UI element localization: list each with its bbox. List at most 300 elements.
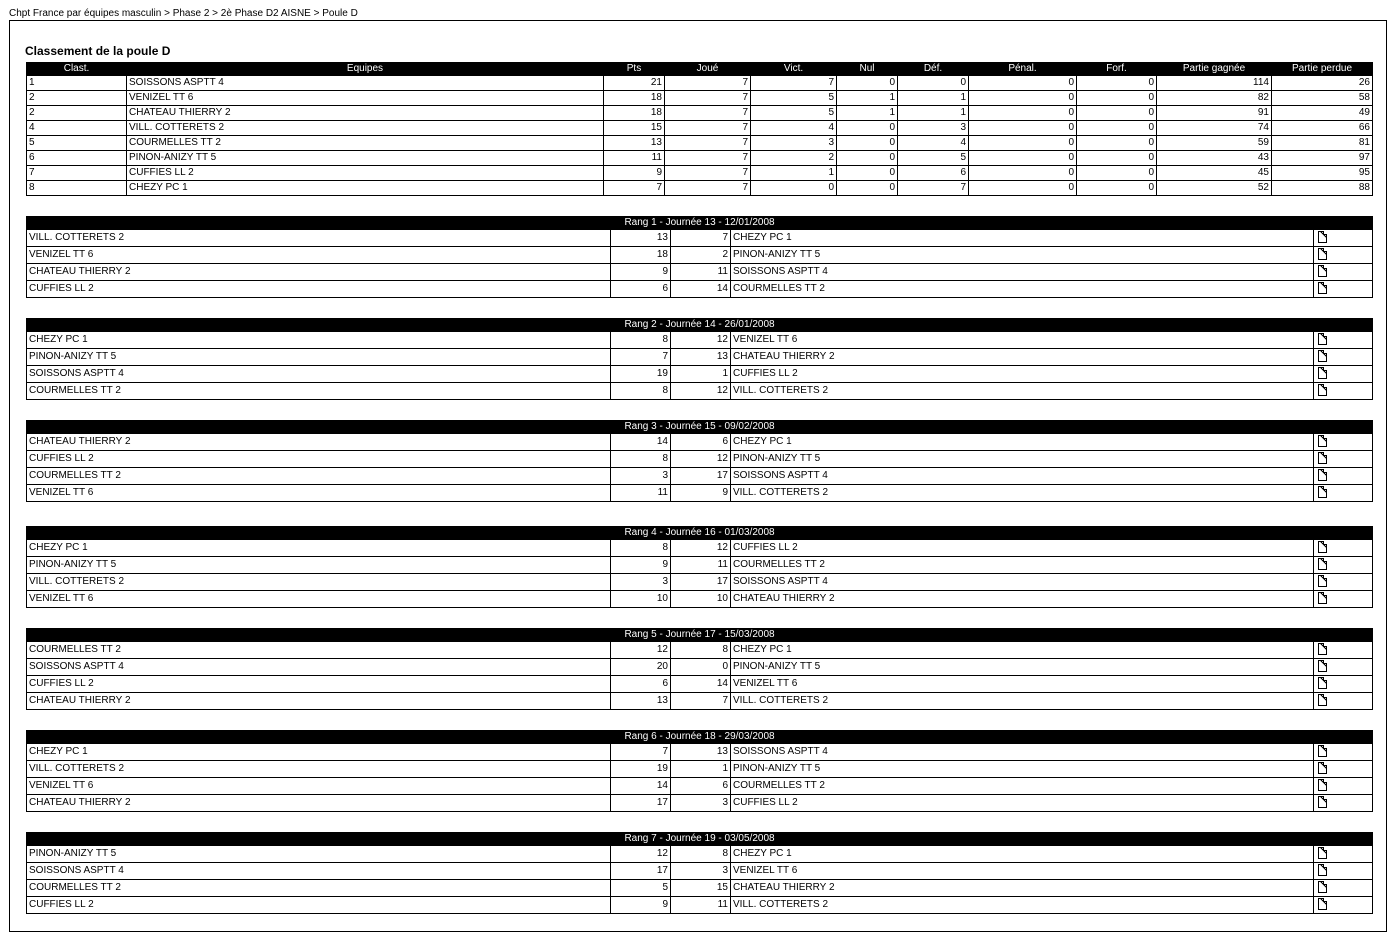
match-sheet-cell	[1314, 468, 1373, 485]
away-team: CHEZY PC 1	[731, 846, 1314, 863]
home-team: PINON-ANIZY TT 5	[27, 846, 611, 863]
match-row	[27, 574, 1373, 591]
round-title: Rang 3 - Journée 15 - 09/02/2008	[27, 421, 1373, 434]
cell-losses: 1	[898, 106, 969, 121]
match-sheet-cell	[1314, 795, 1373, 812]
document-icon[interactable]	[1318, 231, 1327, 243]
cell-draws: 0	[837, 136, 898, 151]
standings-row	[27, 166, 1373, 181]
away-team: VENIZEL TT 6	[731, 332, 1314, 349]
cell-games-won: 45	[1157, 166, 1272, 181]
home-score: 8	[611, 383, 671, 400]
home-score: 6	[611, 676, 671, 693]
match-row	[27, 451, 1373, 468]
away-score: 14	[671, 676, 731, 693]
away-score: 6	[671, 778, 731, 795]
home-team: VILL. COTTERETS 2	[27, 230, 611, 247]
match-row	[27, 557, 1373, 574]
round-title: Rang 2 - Journée 14 - 26/01/2008	[27, 319, 1373, 332]
match-sheet-cell	[1314, 349, 1373, 366]
cell-rank: 5	[27, 136, 127, 151]
home-score: 20	[611, 659, 671, 676]
away-score: 12	[671, 451, 731, 468]
match-sheet-cell	[1314, 540, 1373, 557]
match-row	[27, 897, 1373, 914]
match-row	[27, 744, 1373, 761]
cell-rank: 1	[27, 76, 127, 91]
cell-games-won: 114	[1157, 76, 1272, 91]
home-team: CHEZY PC 1	[27, 540, 611, 557]
away-score: 17	[671, 468, 731, 485]
cell-forfeits: 0	[1077, 76, 1157, 91]
match-row	[27, 880, 1373, 897]
home-team: CUFFIES LL 2	[27, 676, 611, 693]
cell-penalties: 0	[969, 121, 1077, 136]
round-table	[26, 216, 1373, 298]
cell-penalties: 0	[969, 151, 1077, 166]
away-team: VILL. COTTERETS 2	[731, 897, 1314, 914]
cell-losses: 0	[898, 76, 969, 91]
round-table	[26, 420, 1373, 502]
cell-draws: 0	[837, 181, 898, 196]
home-team: VENIZEL TT 6	[27, 247, 611, 264]
match-row	[27, 659, 1373, 676]
cell-games-lost: 95	[1272, 166, 1373, 181]
document-icon[interactable]	[1318, 384, 1327, 396]
document-icon[interactable]	[1318, 864, 1327, 876]
match-sheet-cell	[1314, 744, 1373, 761]
away-score: 8	[671, 642, 731, 659]
away-score: 0	[671, 659, 731, 676]
home-team: CHATEAU THIERRY 2	[27, 693, 611, 710]
home-team: VILL. COTTERETS 2	[27, 574, 611, 591]
away-score: 15	[671, 880, 731, 897]
home-team: CUFFIES LL 2	[27, 281, 611, 298]
home-score: 12	[611, 642, 671, 659]
document-icon[interactable]	[1318, 898, 1327, 910]
away-team: SOISSONS ASPTT 4	[731, 264, 1314, 281]
standings-row	[27, 136, 1373, 151]
match-sheet-cell	[1314, 383, 1373, 400]
match-row	[27, 468, 1373, 485]
match-row	[27, 778, 1373, 795]
document-icon[interactable]	[1318, 677, 1327, 689]
cell-losses: 4	[898, 136, 969, 151]
round-title: Rang 5 - Journée 17 - 15/03/2008	[27, 629, 1373, 642]
home-team: SOISSONS ASPTT 4	[27, 863, 611, 880]
away-team: COURMELLES TT 2	[731, 778, 1314, 795]
home-score: 12	[611, 846, 671, 863]
cell-points: 13	[604, 136, 665, 151]
match-sheet-cell	[1314, 642, 1373, 659]
cell-games-lost: 88	[1272, 181, 1373, 196]
home-team: CHEZY PC 1	[27, 744, 611, 761]
cell-draws: 1	[837, 91, 898, 106]
document-icon[interactable]	[1318, 469, 1327, 481]
round-table	[26, 628, 1373, 710]
cell-points: 7	[604, 181, 665, 196]
cell-team: CUFFIES LL 2	[127, 166, 604, 181]
cell-rank: 2	[27, 91, 127, 106]
cell-points: 21	[604, 76, 665, 91]
match-sheet-cell	[1314, 434, 1373, 451]
cell-points: 15	[604, 121, 665, 136]
cell-games-won: 74	[1157, 121, 1272, 136]
away-team: PINON-ANIZY TT 5	[731, 247, 1314, 264]
document-icon[interactable]	[1318, 643, 1327, 655]
home-score: 6	[611, 281, 671, 298]
home-team: CHATEAU THIERRY 2	[27, 264, 611, 281]
away-team: PINON-ANIZY TT 5	[731, 761, 1314, 778]
header-losses: Déf.	[898, 63, 969, 76]
cell-team: CHATEAU THIERRY 2	[127, 106, 604, 121]
match-sheet-cell	[1314, 332, 1373, 349]
cell-penalties: 0	[969, 76, 1077, 91]
home-score: 11	[611, 485, 671, 502]
document-icon[interactable]	[1318, 796, 1327, 808]
cell-wins: 0	[751, 181, 837, 196]
match-sheet-cell	[1314, 761, 1373, 778]
away-score: 14	[671, 281, 731, 298]
cell-team: VENIZEL TT 6	[127, 91, 604, 106]
header-played: Joué	[665, 63, 751, 76]
document-icon[interactable]	[1318, 779, 1327, 791]
cell-forfeits: 0	[1077, 136, 1157, 151]
away-score: 12	[671, 332, 731, 349]
away-score: 1	[671, 761, 731, 778]
document-icon[interactable]	[1318, 333, 1327, 345]
match-row	[27, 846, 1373, 863]
cell-rank: 4	[27, 121, 127, 136]
away-team: VILL. COTTERETS 2	[731, 485, 1314, 502]
home-team: CHATEAU THIERRY 2	[27, 795, 611, 812]
round-table	[26, 526, 1373, 608]
cell-forfeits: 0	[1077, 166, 1157, 181]
match-sheet-cell	[1314, 693, 1373, 710]
document-icon[interactable]	[1318, 847, 1327, 859]
cell-team: VILL. COTTERETS 2	[127, 121, 604, 136]
breadcrumb: Chpt France par équipes masculin > Phase 2 > 2è Phase D2 AISNE > Poule D	[9, 8, 358, 19]
match-sheet-cell	[1314, 897, 1373, 914]
page-title: Classement de la poule D	[25, 44, 171, 58]
document-icon[interactable]	[1318, 541, 1327, 553]
away-score: 8	[671, 846, 731, 863]
document-icon[interactable]	[1318, 367, 1327, 379]
away-team: CUFFIES LL 2	[731, 540, 1314, 557]
match-sheet-cell	[1314, 485, 1373, 502]
document-icon[interactable]	[1318, 694, 1327, 706]
standings-row	[27, 106, 1373, 121]
cell-played: 7	[665, 136, 751, 151]
cell-games-won: 82	[1157, 91, 1272, 106]
home-score: 14	[611, 434, 671, 451]
cell-points: 9	[604, 166, 665, 181]
match-row	[27, 230, 1373, 247]
away-team: CHATEAU THIERRY 2	[731, 880, 1314, 897]
match-row	[27, 591, 1373, 608]
home-score: 18	[611, 247, 671, 264]
away-team: CHEZY PC 1	[731, 642, 1314, 659]
cell-wins: 3	[751, 136, 837, 151]
match-row	[27, 383, 1373, 400]
cell-team: PINON-ANIZY TT 5	[127, 151, 604, 166]
cell-games-lost: 97	[1272, 151, 1373, 166]
cell-draws: 0	[837, 76, 898, 91]
cell-forfeits: 0	[1077, 181, 1157, 196]
away-team: CUFFIES LL 2	[731, 795, 1314, 812]
away-team: VILL. COTTERETS 2	[731, 693, 1314, 710]
cell-wins: 1	[751, 166, 837, 181]
home-score: 9	[611, 897, 671, 914]
document-icon[interactable]	[1318, 660, 1327, 672]
document-icon[interactable]	[1318, 350, 1327, 362]
cell-games-lost: 58	[1272, 91, 1373, 106]
round-title: Rang 7 - Journée 19 - 03/05/2008	[27, 833, 1373, 846]
away-team: CHEZY PC 1	[731, 434, 1314, 451]
header-draws: Nul	[837, 63, 898, 76]
match-sheet-cell	[1314, 230, 1373, 247]
match-row	[27, 434, 1373, 451]
match-sheet-cell	[1314, 880, 1373, 897]
match-row	[27, 349, 1373, 366]
home-team: COURMELLES TT 2	[27, 642, 611, 659]
home-score: 9	[611, 264, 671, 281]
cell-losses: 1	[898, 91, 969, 106]
away-team: CHEZY PC 1	[731, 230, 1314, 247]
away-score: 6	[671, 434, 731, 451]
round-table	[26, 832, 1373, 914]
match-row	[27, 247, 1373, 264]
home-score: 10	[611, 591, 671, 608]
home-score: 13	[611, 693, 671, 710]
cell-penalties: 0	[969, 136, 1077, 151]
match-sheet-cell	[1314, 451, 1373, 468]
match-sheet-cell	[1314, 574, 1373, 591]
home-team: CUFFIES LL 2	[27, 451, 611, 468]
home-score: 3	[611, 574, 671, 591]
cell-played: 7	[665, 106, 751, 121]
round-title: Rang 4 - Journée 16 - 01/03/2008	[27, 527, 1373, 540]
cell-penalties: 0	[969, 106, 1077, 121]
away-score: 12	[671, 540, 731, 557]
document-icon[interactable]	[1318, 558, 1327, 570]
header-forfeits: Forf.	[1077, 63, 1157, 76]
away-score: 17	[671, 574, 731, 591]
cell-wins: 2	[751, 151, 837, 166]
match-row	[27, 281, 1373, 298]
document-icon[interactable]	[1318, 282, 1327, 294]
cell-games-lost: 49	[1272, 106, 1373, 121]
document-icon[interactable]	[1318, 265, 1327, 277]
away-score: 11	[671, 897, 731, 914]
cell-played: 7	[665, 121, 751, 136]
document-icon[interactable]	[1318, 452, 1327, 464]
match-sheet-cell	[1314, 659, 1373, 676]
match-row	[27, 540, 1373, 557]
standings-header-row	[27, 63, 1373, 76]
home-team: SOISSONS ASPTT 4	[27, 366, 611, 383]
cell-games-won: 59	[1157, 136, 1272, 151]
home-score: 3	[611, 468, 671, 485]
document-icon[interactable]	[1318, 881, 1327, 893]
cell-wins: 5	[751, 106, 837, 121]
header-penalties: Pénal.	[969, 63, 1077, 76]
match-row	[27, 693, 1373, 710]
match-row	[27, 264, 1373, 281]
away-score: 13	[671, 349, 731, 366]
document-icon[interactable]	[1318, 592, 1327, 604]
header-points: Pts	[604, 63, 665, 76]
match-sheet-cell	[1314, 264, 1373, 281]
match-sheet-cell	[1314, 778, 1373, 795]
home-team: PINON-ANIZY TT 5	[27, 557, 611, 574]
away-score: 9	[671, 485, 731, 502]
away-team: VILL. COTTERETS 2	[731, 383, 1314, 400]
cell-rank: 7	[27, 166, 127, 181]
cell-played: 7	[665, 151, 751, 166]
round-title: Rang 6 - Journée 18 - 29/03/2008	[27, 731, 1373, 744]
away-team: VENIZEL TT 6	[731, 676, 1314, 693]
cell-games-lost: 66	[1272, 121, 1373, 136]
home-score: 8	[611, 451, 671, 468]
cell-forfeits: 0	[1077, 121, 1157, 136]
cell-rank: 8	[27, 181, 127, 196]
home-team: CUFFIES LL 2	[27, 897, 611, 914]
standings-row	[27, 181, 1373, 196]
away-team: SOISSONS ASPTT 4	[731, 744, 1314, 761]
cell-draws: 0	[837, 166, 898, 181]
header-rank: Clast.	[27, 63, 127, 76]
home-score: 8	[611, 540, 671, 557]
standings-row	[27, 91, 1373, 106]
away-team: CUFFIES LL 2	[731, 366, 1314, 383]
cell-played: 7	[665, 166, 751, 181]
match-sheet-cell	[1314, 557, 1373, 574]
home-team: VILL. COTTERETS 2	[27, 761, 611, 778]
document-icon[interactable]	[1318, 762, 1327, 774]
home-team: CHATEAU THIERRY 2	[27, 434, 611, 451]
home-team: SOISSONS ASPTT 4	[27, 659, 611, 676]
cell-played: 7	[665, 76, 751, 91]
standings-row	[27, 151, 1373, 166]
match-row	[27, 795, 1373, 812]
home-score: 7	[611, 744, 671, 761]
home-score: 9	[611, 557, 671, 574]
match-sheet-cell	[1314, 366, 1373, 383]
document-icon[interactable]	[1318, 575, 1327, 587]
home-team: COURMELLES TT 2	[27, 880, 611, 897]
header-games-lost: Partie perdue	[1272, 63, 1373, 76]
cell-points: 11	[604, 151, 665, 166]
cell-draws: 0	[837, 121, 898, 136]
home-score: 8	[611, 332, 671, 349]
round-table	[26, 318, 1373, 400]
away-team: PINON-ANIZY TT 5	[731, 451, 1314, 468]
match-row	[27, 761, 1373, 778]
match-sheet-cell	[1314, 281, 1373, 298]
cell-played: 7	[665, 181, 751, 196]
away-score: 12	[671, 383, 731, 400]
match-sheet-cell	[1314, 863, 1373, 880]
away-score: 2	[671, 247, 731, 264]
match-row	[27, 485, 1373, 502]
match-row	[27, 332, 1373, 349]
cell-games-won: 43	[1157, 151, 1272, 166]
match-sheet-cell	[1314, 247, 1373, 264]
cell-forfeits: 0	[1077, 151, 1157, 166]
home-team: COURMELLES TT 2	[27, 383, 611, 400]
home-team: CHEZY PC 1	[27, 332, 611, 349]
home-team: VENIZEL TT 6	[27, 778, 611, 795]
away-team: PINON-ANIZY TT 5	[731, 659, 1314, 676]
cell-losses: 5	[898, 151, 969, 166]
away-team: CHATEAU THIERRY 2	[731, 349, 1314, 366]
header-wins: Vict.	[751, 63, 837, 76]
cell-games-lost: 26	[1272, 76, 1373, 91]
document-icon[interactable]	[1318, 435, 1327, 447]
cell-points: 18	[604, 91, 665, 106]
away-team: VENIZEL TT 6	[731, 863, 1314, 880]
document-icon[interactable]	[1318, 486, 1327, 498]
header-games-won: Partie gagnée	[1157, 63, 1272, 76]
standings-row	[27, 121, 1373, 136]
cell-penalties: 0	[969, 166, 1077, 181]
cell-penalties: 0	[969, 91, 1077, 106]
home-team: VENIZEL TT 6	[27, 485, 611, 502]
cell-forfeits: 0	[1077, 91, 1157, 106]
cell-games-lost: 81	[1272, 136, 1373, 151]
round-title: Rang 1 - Journée 13 - 12/01/2008	[27, 217, 1373, 230]
away-team: CHATEAU THIERRY 2	[731, 591, 1314, 608]
away-score: 3	[671, 863, 731, 880]
cell-wins: 7	[751, 76, 837, 91]
home-team: PINON-ANIZY TT 5	[27, 349, 611, 366]
cell-points: 18	[604, 106, 665, 121]
cell-draws: 0	[837, 151, 898, 166]
away-score: 11	[671, 264, 731, 281]
home-score: 7	[611, 349, 671, 366]
match-row	[27, 676, 1373, 693]
match-row	[27, 642, 1373, 659]
cell-games-won: 52	[1157, 181, 1272, 196]
home-score: 17	[611, 863, 671, 880]
away-score: 1	[671, 366, 731, 383]
match-row	[27, 863, 1373, 880]
cell-forfeits: 0	[1077, 106, 1157, 121]
cell-losses: 6	[898, 166, 969, 181]
away-score: 3	[671, 795, 731, 812]
cell-rank: 2	[27, 106, 127, 121]
document-icon[interactable]	[1318, 248, 1327, 260]
cell-team: SOISSONS ASPTT 4	[127, 76, 604, 91]
away-score: 7	[671, 693, 731, 710]
match-sheet-cell	[1314, 676, 1373, 693]
cell-team: COURMELLES TT 2	[127, 136, 604, 151]
cell-draws: 1	[837, 106, 898, 121]
cell-losses: 3	[898, 121, 969, 136]
document-icon[interactable]	[1318, 745, 1327, 757]
home-score: 5	[611, 880, 671, 897]
home-score: 19	[611, 366, 671, 383]
home-team: COURMELLES TT 2	[27, 468, 611, 485]
cell-team: CHEZY PC 1	[127, 181, 604, 196]
away-team: COURMELLES TT 2	[731, 281, 1314, 298]
round-table	[26, 730, 1373, 812]
cell-games-won: 91	[1157, 106, 1272, 121]
away-score: 11	[671, 557, 731, 574]
match-row	[27, 366, 1373, 383]
cell-penalties: 0	[969, 181, 1077, 196]
